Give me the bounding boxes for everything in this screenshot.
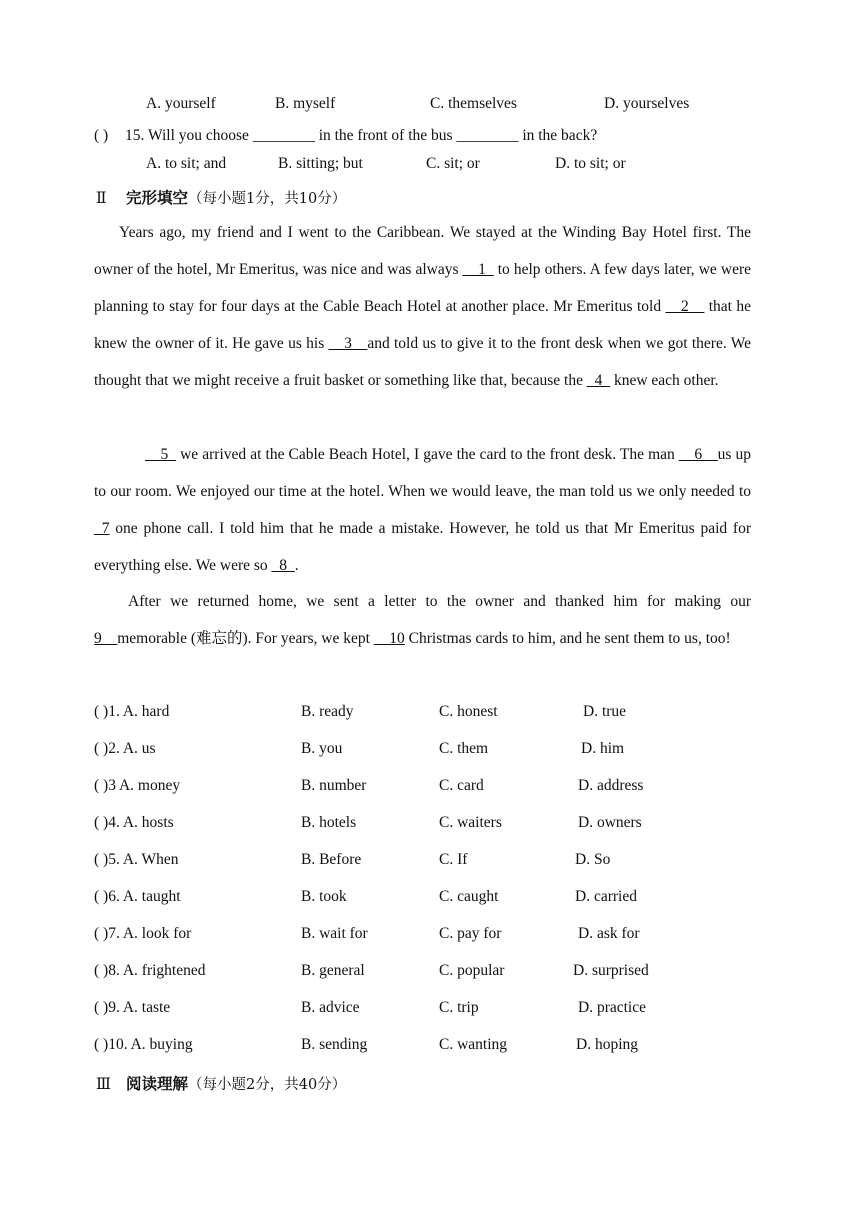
q15-paren: ( ) <box>94 127 109 144</box>
p2-text-4: . <box>294 557 299 574</box>
section-3-title: 阅读理解 <box>126 1074 189 1093</box>
option-c: C. card <box>439 777 484 794</box>
blank-9: 9__ <box>94 630 118 647</box>
option-c: C. them <box>439 740 489 757</box>
question-stem: ( )7. A. look for <box>94 925 192 942</box>
blank-2: __2__ <box>665 298 705 315</box>
option-b: B. took <box>301 888 347 905</box>
p3-text-1: After we returned home, we sent a letter to the owner and thanked him for making our <box>128 593 751 610</box>
option-b: B. Before <box>301 851 362 868</box>
option-d: D. practice <box>578 999 646 1016</box>
q14-option-b: B. myself <box>275 95 336 112</box>
blank-7: _7 <box>94 520 110 537</box>
p2-text-3: one phone call. I told him that he made a mistake. However, he told us that Mr Emeritus paid for everything else. We were so <box>94 520 751 574</box>
option-d: D. carried <box>575 888 637 905</box>
question-stem: ( )6. A. taught <box>94 888 181 905</box>
section-3-number: Ⅲ <box>96 1076 111 1093</box>
option-c: C. If <box>439 851 468 868</box>
q15-option-a: A. to sit; and <box>146 155 227 172</box>
option-b: B. hotels <box>301 814 357 831</box>
option-b: B. general <box>301 962 365 979</box>
option-b: B. advice <box>301 999 360 1016</box>
option-c: C. waiters <box>439 814 502 831</box>
option-d: D. owners <box>578 814 642 831</box>
q15-option-d: D. to sit; or <box>555 155 626 172</box>
passage-paragraph-2 <box>94 436 751 584</box>
question-stem: ( )3 A. money <box>94 777 181 794</box>
q14-option-c: C. themselves <box>430 95 517 112</box>
p1-text-5: knew each other. <box>610 372 719 389</box>
blank-4: _4_ <box>586 372 611 389</box>
p2-text-1: we arrived at the Cable Beach Hotel, I gave the card to the front desk. The man <box>176 446 679 463</box>
passage-paragraph-3 <box>94 583 751 657</box>
option-c: C. wanting <box>439 1036 508 1053</box>
p2-text-2: us up to our room. We enjoyed our time at the hotel. When we would leave, the man told us we only needed to <box>94 446 751 500</box>
p3-text-2: memorable (难忘的). For years, we kept <box>117 630 374 647</box>
q15-option-b: B. sitting; but <box>278 155 363 172</box>
section-2-title: 完形填空 <box>126 188 189 207</box>
question-stem: ( )10. A. buying <box>94 1036 193 1053</box>
section-2-number: Ⅱ <box>96 190 107 207</box>
q14-option-d: D. yourselves <box>604 95 690 112</box>
passage-paragraph-1 <box>94 214 751 399</box>
p1-text-1: Years ago, my friend and I went to the Caribbean. We stayed at the Winding Bay Hotel first. The owner of the hotel, Mr Emeritus, was nice and was always <box>94 224 751 278</box>
option-d: D. surprised <box>573 962 649 979</box>
option-b: B. you <box>301 740 343 757</box>
blank-1: __1_ <box>462 261 494 278</box>
section-3-heading <box>96 1072 346 1094</box>
question-stem: ( )1. A. hard <box>94 703 170 720</box>
q14-option-a: A. yourself <box>146 95 216 112</box>
section-3-note: （每小题2分，共40分） <box>188 1077 347 1093</box>
p1-text-2: to help others. A few days later, we were planning to stay for four days at the Cable Beach Hotel at another place. Mr Emeritus told <box>94 261 751 315</box>
option-c: C. trip <box>439 999 479 1016</box>
blank-10: __10 <box>373 630 405 647</box>
blank-6: __6__ <box>678 446 718 463</box>
question-stem: ( )8. A. frightened <box>94 962 206 979</box>
section-2-heading <box>96 186 346 208</box>
question-stem: ( )4. A. hosts <box>94 814 174 831</box>
p3-text-3: Christmas cards to him, and he sent them to us, too! <box>404 630 731 647</box>
option-d: D. So <box>575 851 611 868</box>
option-b: B. number <box>301 777 367 794</box>
option-b: B. ready <box>301 703 354 720</box>
blank-8: _8_ <box>271 557 295 574</box>
option-d: D. true <box>583 703 627 720</box>
q15-option-c: C. sit; or <box>426 155 480 172</box>
p1-text-3: that he knew the owner of it. He gave us his <box>94 298 752 352</box>
option-c: C. popular <box>439 962 505 979</box>
blank-3: __3__ <box>328 335 368 352</box>
section-2-note: （每小题1分，共10分） <box>188 191 347 207</box>
p1-text-4: and told us to give it to the front desk when we got there. We thought that we might receive a fruit basket or something like that, because the <box>94 335 751 389</box>
option-c: C. caught <box>439 888 499 905</box>
option-b: B. sending <box>301 1036 368 1053</box>
option-c: C. pay for <box>439 925 502 942</box>
option-d: D. him <box>581 740 625 757</box>
option-d: D. ask for <box>578 925 640 942</box>
question-stem: ( )9. A. taste <box>94 999 171 1016</box>
question-stem: ( )5. A. When <box>94 851 179 868</box>
question-stem: ( )2. A. us <box>94 740 156 757</box>
q15-stem: 15. Will you choose ________ in the front of the bus ________ in the back? <box>125 127 598 144</box>
option-d: D. address <box>578 777 644 794</box>
option-c: C. honest <box>439 703 498 720</box>
option-d: D. hoping <box>576 1036 638 1053</box>
blank-5: __5_ <box>145 446 176 463</box>
option-b: B. wait for <box>301 925 368 942</box>
